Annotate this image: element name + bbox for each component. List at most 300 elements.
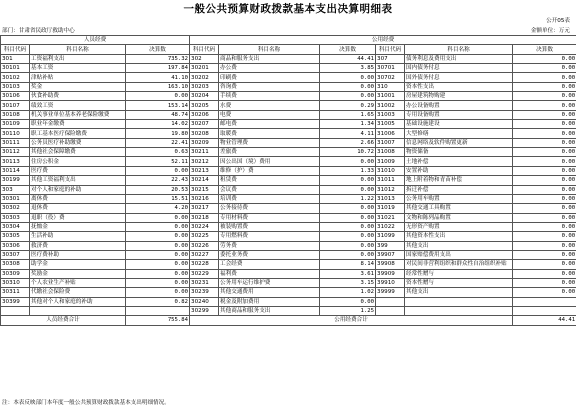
cell-amount: 10.72 (320, 148, 376, 157)
cell-code: 30108 (1, 110, 30, 119)
cell-name: 对民间非营利组织和群众性自治组织补贴 (405, 260, 513, 269)
cell-code: 301 (1, 54, 30, 63)
cell-amount: 4.11 (320, 129, 376, 138)
cell-name: 职工基本医疗保险缴费 (30, 129, 126, 138)
cell-amount: 2.66 (320, 138, 376, 147)
cell-name: 其他社会保障缴费 (30, 148, 126, 157)
cell-name: 其他资本性支出 (405, 232, 513, 241)
cell-name: 国外债务付息 (405, 73, 513, 82)
cell-amount: 4.20 (126, 204, 190, 213)
cell-amount: 0.00 (513, 129, 576, 138)
cell-name: 其他支出 (405, 241, 513, 250)
cell-name: 个人农业生产补贴 (30, 278, 126, 287)
cell-code: 30225 (190, 232, 219, 241)
table-row (1, 269, 576, 278)
cell-code: 30101 (1, 64, 30, 73)
cell-amount: 0.00 (513, 204, 576, 213)
col-amount: 决算数 (126, 45, 190, 54)
cell-code (376, 297, 405, 306)
table-row (1, 250, 576, 259)
cell-name: 绩效工资 (30, 101, 126, 110)
cell-code: 30110 (1, 129, 30, 138)
cell-code: 30231 (190, 278, 219, 287)
table-row (1, 260, 576, 269)
cell-amount: 1.22 (320, 194, 376, 203)
cell-code: 30311 (1, 288, 30, 297)
cell-code: 30113 (1, 157, 30, 166)
cell-amount: 0.00 (513, 120, 576, 129)
cell-amount: 0.00 (126, 260, 190, 269)
cell-name: 退休费 (30, 204, 126, 213)
cell-code: 31099 (376, 232, 405, 241)
cell-code: 30702 (376, 73, 405, 82)
cell-amount: 0.00 (513, 138, 576, 147)
cell-code: 31002 (376, 101, 405, 110)
cell-amount: 3.61 (320, 269, 376, 278)
cell-code: 30306 (1, 241, 30, 250)
cell-amount: 52.11 (126, 157, 190, 166)
col-code: 科目代码 (190, 45, 219, 54)
cell-name: 奖金 (30, 82, 126, 91)
cell-code: 39910 (376, 278, 405, 287)
table-row (1, 129, 576, 138)
cell-name: 委托业务费 (219, 250, 320, 259)
cell-code: 310 (376, 82, 405, 91)
cell-amount: 153.14 (126, 101, 190, 110)
cell-name: 差旅费 (219, 148, 320, 157)
cell-amount: 0.00 (513, 222, 576, 231)
cell-amount: 0.00 (320, 157, 376, 166)
cell-amount: 735.32 (126, 54, 190, 63)
col-amount: 决算数 (513, 45, 576, 54)
public-total-label: 公用经费合计 (190, 316, 513, 325)
table-row (1, 157, 576, 166)
cell-code: 30213 (190, 166, 219, 175)
cell-name: 土地补偿 (405, 157, 513, 166)
cell-amount: 0.00 (513, 176, 576, 185)
cell-name: 公务用车购置 (405, 194, 513, 203)
cell-code: 31001 (376, 92, 405, 101)
cell-amount: 0.00 (126, 166, 190, 175)
cell-code: 30239 (190, 288, 219, 297)
cell-amount: 0.00 (126, 288, 190, 297)
cell-name: 伙食补助费 (30, 92, 126, 101)
cell-amount: 41.10 (126, 73, 190, 82)
cell-amount (513, 306, 576, 315)
table-row (1, 204, 576, 213)
cell-code: 30207 (190, 120, 219, 129)
cell-code: 30302 (1, 204, 30, 213)
cell-name: 机关事业单位基本养老保险缴费 (30, 110, 126, 119)
cell-name: 基本工资 (30, 64, 126, 73)
cell-amount: 0.00 (513, 148, 576, 157)
cell-name: 被装购置费 (219, 222, 320, 231)
department-label: 部门：甘肃省民政厅救助中心 (2, 28, 75, 34)
cell-code: 30106 (1, 92, 30, 101)
cell-amount: 0.00 (513, 54, 576, 63)
cell-name: 抚恤金 (30, 222, 126, 231)
cell-amount: 163.10 (126, 82, 190, 91)
cell-name: 专用材料费 (219, 213, 320, 222)
cell-name: 住房公积金 (30, 157, 126, 166)
cell-code: 31022 (376, 222, 405, 231)
cell-amount: 0.00 (126, 222, 190, 231)
cell-code: 30216 (190, 194, 219, 203)
cell-code: 30301 (1, 194, 30, 203)
cell-code: 30310 (1, 278, 30, 287)
cell-amount: 0.00 (320, 185, 376, 194)
cell-name: 津贴补贴 (30, 73, 126, 82)
col-amount: 决算数 (320, 45, 376, 54)
cell-amount: 14.02 (126, 120, 190, 129)
cell-code: 30308 (1, 260, 30, 269)
column-header-row (1, 45, 576, 54)
cell-name: 工会经费 (219, 260, 320, 269)
cell-code: 30224 (190, 222, 219, 231)
cell-name: 安置补助 (405, 166, 513, 175)
table-row (1, 222, 576, 231)
expenditure-table (0, 35, 576, 326)
cell-code: 30309 (1, 269, 30, 278)
cell-name: 其他商品和服务支出 (219, 306, 320, 315)
cell-code: 30399 (1, 297, 30, 306)
cell-amount (513, 297, 576, 306)
cell-code: 30215 (190, 185, 219, 194)
cell-amount: 8.14 (320, 260, 376, 269)
section-header-row (1, 36, 576, 45)
table-row (1, 185, 576, 194)
cell-code: 30205 (190, 101, 219, 110)
cell-code: 30701 (376, 64, 405, 73)
cell-name: 其他工资福利支出 (30, 176, 126, 185)
table-row (1, 120, 576, 129)
cell-amount (126, 306, 190, 315)
cell-name (405, 306, 513, 315)
cell-name: 其他支出 (405, 288, 513, 297)
cell-name: 公务员医疗补助缴费 (30, 138, 126, 147)
cell-amount: 0.00 (126, 250, 190, 259)
cell-code: 30299 (190, 306, 219, 315)
cell-amount: 0.00 (320, 297, 376, 306)
cell-amount: 0.00 (320, 82, 376, 91)
cell-amount: 0.00 (513, 73, 576, 82)
cell-name: 劳务费 (219, 241, 320, 250)
cell-name: 代缴社会保险费 (30, 288, 126, 297)
currency-unit: 金额单位：万元 (530, 28, 570, 34)
cell-amount: 0.00 (320, 232, 376, 241)
cell-name: 国家赔偿费用支出 (405, 250, 513, 259)
cell-name: 商品和服务支出 (219, 54, 320, 63)
cell-code: 31013 (376, 194, 405, 203)
cell-amount: 0.00 (126, 278, 190, 287)
table-row (1, 288, 576, 297)
table-row (1, 241, 576, 250)
cell-amount: 3.15 (320, 278, 376, 287)
cell-code: 30229 (190, 269, 219, 278)
cell-name: 基础设施建设 (405, 120, 513, 129)
cell-code: 30209 (190, 138, 219, 147)
cell-code: 30206 (190, 110, 219, 119)
cell-amount: 1.65 (320, 110, 376, 119)
cell-code: 303 (1, 185, 30, 194)
cell-code (1, 306, 30, 315)
table-row (1, 73, 576, 82)
cell-code: 30217 (190, 204, 219, 213)
cell-name: 离休费 (30, 194, 126, 203)
cell-amount: 0.00 (320, 92, 376, 101)
cell-code: 30212 (190, 157, 219, 166)
cell-amount: 0.00 (513, 278, 576, 287)
cell-name: 经常性赠与 (405, 269, 513, 278)
cell-code: 31005 (376, 120, 405, 129)
cell-name: 专用设备购置 (405, 110, 513, 119)
cell-amount: 1.02 (320, 288, 376, 297)
cell-code: 39908 (376, 260, 405, 269)
cell-name: 医疗费 (30, 166, 126, 175)
cell-amount: 0.00 (126, 213, 190, 222)
cell-name: 取暖费 (219, 129, 320, 138)
cell-code: 30218 (190, 213, 219, 222)
cell-amount: 48.74 (126, 110, 190, 119)
cell-amount: 0.00 (513, 101, 576, 110)
cell-code: 30211 (190, 148, 219, 157)
cell-name (405, 297, 513, 306)
col-code: 科目代码 (1, 45, 30, 54)
cell-name: 房屋建筑物购建 (405, 92, 513, 101)
cell-amount: 0.00 (320, 176, 376, 185)
cell-name: 债务利息及费用支出 (405, 54, 513, 63)
cell-name: 电费 (219, 110, 320, 119)
cell-amount: 0.00 (513, 241, 576, 250)
cell-code: 30208 (190, 129, 219, 138)
cell-name: 信息网络及软件购置更新 (405, 138, 513, 147)
cell-name: 培训费 (219, 194, 320, 203)
cell-code: 30240 (190, 297, 219, 306)
cell-name: 职业年金缴费 (30, 120, 126, 129)
table-row (1, 148, 576, 157)
cell-amount: 0.00 (126, 269, 190, 278)
cell-code: 31012 (376, 185, 405, 194)
col-name: 科目名称 (30, 45, 126, 54)
col-name: 科目名称 (219, 45, 320, 54)
cell-amount: 0.00 (320, 222, 376, 231)
cell-name: 公务接待费 (219, 204, 320, 213)
cell-name: 专用燃料费 (219, 232, 320, 241)
totals-row (1, 316, 576, 325)
cell-name: 手续费 (219, 92, 320, 101)
public-section-title: 公用经费 (190, 36, 576, 45)
footnote: 注：本表反映部门本年度一般公共预算财政拨款基本支出明细情况。 (2, 400, 170, 406)
cell-name: 邮电费 (219, 120, 320, 129)
cell-amount: 0.00 (513, 64, 576, 73)
cell-code: 399 (376, 241, 405, 250)
cell-amount: 0.00 (513, 213, 576, 222)
cell-amount: 19.80 (126, 129, 190, 138)
cell-name: 印刷费 (219, 73, 320, 82)
table-row (1, 110, 576, 119)
cell-amount: 20.53 (126, 185, 190, 194)
cell-amount: 1.34 (320, 120, 376, 129)
cell-amount: 197.84 (126, 64, 190, 73)
cell-amount: 0.00 (513, 288, 576, 297)
cell-code: 31010 (376, 166, 405, 175)
cell-name: 维修（护）费 (219, 166, 320, 175)
cell-name: 大型修缮 (405, 129, 513, 138)
cell-name: 无形资产购置 (405, 222, 513, 231)
cell-amount: 0.00 (126, 92, 190, 101)
col-name: 科目名称 (405, 45, 513, 54)
cell-amount: 0.00 (513, 166, 576, 175)
cell-amount: 0.00 (513, 157, 576, 166)
col-code: 科目代码 (376, 45, 405, 54)
report-title: 一般公共预算财政拨款基本支出决算明细表 (183, 3, 393, 15)
cell-code: 30305 (1, 232, 30, 241)
cell-name: 文物和陈列品购置 (405, 213, 513, 222)
table-row (1, 54, 576, 63)
cell-code: 30112 (1, 148, 30, 157)
cell-name: 其他对个人和家庭的补助 (30, 297, 126, 306)
cell-amount: 0.00 (320, 241, 376, 250)
cell-amount: 0.29 (320, 101, 376, 110)
table-row (1, 101, 576, 110)
cell-name: 其他交通费用 (219, 288, 320, 297)
cell-code: 30114 (1, 166, 30, 175)
cell-amount: 0.00 (513, 232, 576, 241)
cell-name: 物资储备 (405, 148, 513, 157)
cell-name: 地上附着物和青苗补偿 (405, 176, 513, 185)
cell-name: 咨询费 (219, 82, 320, 91)
cell-amount: 1.25 (320, 306, 376, 315)
cell-name: 退职（役）费 (30, 213, 126, 222)
form-number: 公开05表 (546, 18, 570, 24)
cell-amount: 0.82 (126, 297, 190, 306)
cell-code: 31019 (376, 204, 405, 213)
table-row (1, 138, 576, 147)
cell-amount: 3.85 (320, 64, 376, 73)
cell-name: 公务用车运行维护费 (219, 278, 320, 287)
cell-amount: 22.41 (126, 138, 190, 147)
cell-name: 医疗费补助 (30, 250, 126, 259)
cell-code: 30103 (1, 82, 30, 91)
table-row (1, 82, 576, 91)
table-row (1, 166, 576, 175)
cell-code (376, 306, 405, 315)
table-row (1, 278, 576, 287)
cell-code: 30227 (190, 250, 219, 259)
cell-code: 30214 (190, 176, 219, 185)
cell-amount: 0.00 (320, 250, 376, 259)
cell-name: 办公设备购置 (405, 101, 513, 110)
cell-code: 39907 (376, 250, 405, 259)
cell-code: 30111 (1, 138, 30, 147)
table-row (1, 176, 576, 185)
cell-name: 资本性支出 (405, 82, 513, 91)
cell-name: 资本性赠与 (405, 278, 513, 287)
cell-code: 31006 (376, 129, 405, 138)
cell-name: 救济费 (30, 241, 126, 250)
cell-amount: 0.00 (126, 241, 190, 250)
personnel-total-label: 人员经费合计 (1, 316, 126, 325)
cell-amount: 0.00 (513, 185, 576, 194)
cell-code: 302 (190, 54, 219, 63)
cell-name: 国内债务付息 (405, 64, 513, 73)
cell-name: 其他交通工具购置 (405, 204, 513, 213)
cell-code: 30304 (1, 222, 30, 231)
cell-amount: 22.43 (126, 176, 190, 185)
cell-amount: 0.00 (320, 213, 376, 222)
cell-name: 拆迁补偿 (405, 185, 513, 194)
cell-amount: 44.41 (320, 54, 376, 63)
table-body (1, 54, 576, 316)
cell-code: 31007 (376, 138, 405, 147)
cell-amount: 0.00 (513, 110, 576, 119)
cell-amount: 15.51 (126, 194, 190, 203)
personnel-total-value: 755.84 (126, 316, 190, 325)
cell-code: 30228 (190, 260, 219, 269)
table-row (1, 194, 576, 203)
cell-code: 30202 (190, 73, 219, 82)
cell-code: 30199 (1, 176, 30, 185)
cell-name: 生活补助 (30, 232, 126, 241)
table-row (1, 232, 576, 241)
cell-amount: 0.00 (513, 82, 576, 91)
personnel-section-title: 人员经费 (1, 36, 190, 45)
cell-code: 30303 (1, 213, 30, 222)
cell-amount: 0.00 (320, 204, 376, 213)
cell-amount: 0.00 (513, 194, 576, 203)
cell-name: 奖励金 (30, 269, 126, 278)
cell-name: 办公费 (219, 64, 320, 73)
cell-name: 物业管理费 (219, 138, 320, 147)
cell-code: 31008 (376, 148, 405, 157)
cell-name: 因公出国（境）费用 (219, 157, 320, 166)
cell-name: 水费 (219, 101, 320, 110)
cell-code: 30204 (190, 92, 219, 101)
cell-code: 31003 (376, 110, 405, 119)
cell-amount: 0.63 (126, 148, 190, 157)
cell-name: 福利费 (219, 269, 320, 278)
table-row (1, 297, 576, 306)
cell-code: 39999 (376, 288, 405, 297)
public-total-value: 44.41 (513, 316, 576, 325)
cell-amount: 0.00 (320, 73, 376, 82)
cell-amount: 0.00 (126, 232, 190, 241)
cell-code: 30102 (1, 73, 30, 82)
cell-amount: 0.00 (513, 269, 576, 278)
cell-name: 工资福利支出 (30, 54, 126, 63)
cell-name: 会议费 (219, 185, 320, 194)
cell-code: 30107 (1, 101, 30, 110)
table-row (1, 213, 576, 222)
cell-amount: 0.00 (513, 92, 576, 101)
cell-amount: 0.00 (513, 250, 576, 259)
cell-code: 30203 (190, 82, 219, 91)
cell-name (30, 306, 126, 315)
cell-code: 30109 (1, 120, 30, 129)
cell-code: 30201 (190, 64, 219, 73)
cell-name: 税金及附加费用 (219, 297, 320, 306)
cell-name: 对个人和家庭的补助 (30, 185, 126, 194)
table-row (1, 306, 576, 315)
cell-code: 31009 (376, 157, 405, 166)
cell-amount: 1.33 (320, 166, 376, 175)
cell-code: 39909 (376, 269, 405, 278)
cell-code: 31021 (376, 213, 405, 222)
cell-code: 30307 (1, 250, 30, 259)
cell-name: 租赁费 (219, 176, 320, 185)
cell-code: 31011 (376, 176, 405, 185)
cell-name: 助学金 (30, 260, 126, 269)
